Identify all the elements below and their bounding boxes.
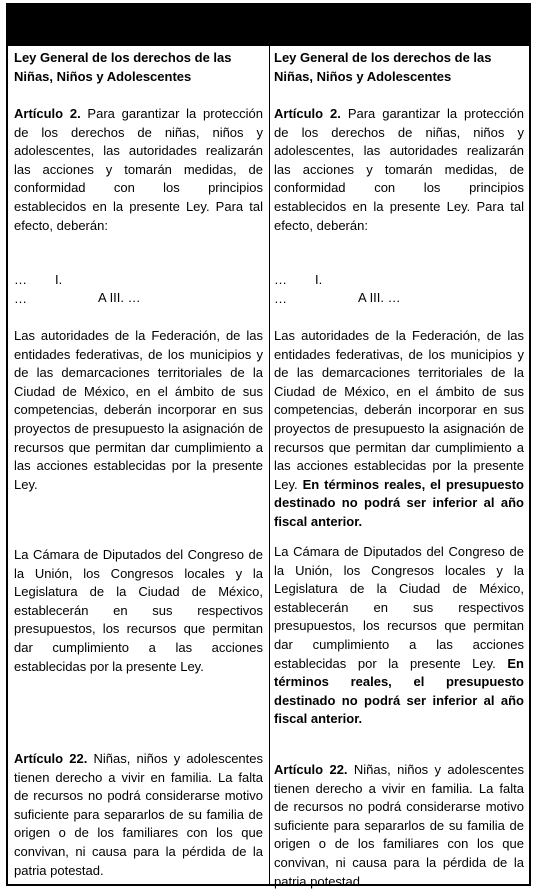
ellipsis-line: … xyxy=(14,272,27,287)
law-title: Ley General de los derechos de las Niñas, Niños y Adolescentes xyxy=(14,50,232,84)
budget-reform-addition: En términos reales, el presupuesto destinado no podrá ser inferior al año fiscal anterior. xyxy=(274,476,524,529)
law-title: Ley General de los derechos de las Niñas, Niños y Adolescentes xyxy=(274,50,492,84)
fraction-number: I. xyxy=(315,271,323,287)
chamber-deputies-text: La Cámara de Diputados del Congreso de la Unión, los Congresos locales y la Legislatura de la Ciudad de México, establecerán en sus respectivos presupuestos, los recursos que permitan dar cumplimiento a las acciones establecidas por la presente Ley. xyxy=(274,544,524,671)
article-2-paragraph xyxy=(274,105,524,235)
ellipsis-line: … xyxy=(274,272,287,287)
article-2-text: Para garantizar la protección de los derechos de niñas, niños y adolescentes, las autoridades realizarán las acciones y tomarán medidas, de conformidad con los principios establecidos en la presente Ley. Para tal efecto, deberán: xyxy=(274,106,524,233)
current-text-column xyxy=(14,46,263,884)
article-22-paragraph xyxy=(274,761,524,891)
article-22-paragraph xyxy=(14,750,263,880)
fraction-range: A III. … xyxy=(358,290,401,306)
fraction-range: A III. … xyxy=(98,290,141,306)
chamber-reform-addition: En términos reales, el presupuesto destinado no podrá ser inferior al año fiscal anterior. xyxy=(274,655,524,727)
fraction-number: I. xyxy=(55,271,63,287)
proposed-text-column xyxy=(274,46,525,889)
budget-authorities-text: Las autoridades de la Federación, de las entidades federativas, de los municipios y de las demarcaciones territoriales de la Ciudad de México, en el ámbito de sus competencias, deberán incorporar en sus proyectos de presupuesto la asignación de recursos que permitan dar cumplimiento a las acciones establecidas por la presente Ley. xyxy=(274,328,524,492)
article-22-text: Niñas, niños y adolescentes tienen derecho a vivir en familia. La falta de recursos no podrá considerarse motivo suficiente para separarlos de su familia de origen o de los familiares con los que convivan, ni causa para la pérdida de la patria potestad. xyxy=(274,762,525,889)
chamber-deputies-paragraph: La Cámara de Diputados del Congreso de la Unión, los Congresos locales y la Legislatura de la Ciudad de México, establecerán en sus respectivos presupuestos, los recursos que permitan dar cumplimiento a las acciones establecidas por la presente Ley. xyxy=(14,547,263,674)
article-2-label: Artículo 2. xyxy=(14,106,81,121)
budget-authorities-paragraph xyxy=(274,327,524,532)
article-2-label: Artículo 2. xyxy=(274,106,341,121)
article-22-label: Artículo 22. xyxy=(14,751,88,766)
article-2-text: Para garantizar la protección de los derechos de niñas, niños y adolescentes, las autoridades realizarán las acciones y tomarán medidas, de conformidad con los principios establecidos en la presente Ley. Para tal efecto, deberán: xyxy=(14,106,263,233)
article-22-text: Niñas, niños y adolescentes tienen derecho a vivir en familia. La falta de recursos no podrá considerarse motivo suficiente para separarlos de su familia de origen o de los familiares con los que convivan, ni causa para la pérdida de la patria potestad. xyxy=(14,751,264,878)
comparison-table xyxy=(6,3,531,889)
article-22-label: Artículo 22. xyxy=(274,762,348,777)
ellipsis-line: … xyxy=(274,291,287,306)
chamber-deputies-paragraph xyxy=(274,543,524,729)
table-header-bar xyxy=(8,5,529,46)
budget-authorities-paragraph: Las autoridades de la Federación, de las entidades federativas, de los municipios y de las demarcaciones territoriales de la Ciudad de México, en el ámbito de sus competencias, deberán incorporar en sus proyectos de presupuesto la asignación de recursos que permitan dar cumplimiento a las acciones establecidas por la presente Ley. xyxy=(14,328,263,492)
article-2-paragraph xyxy=(14,105,263,235)
ellipsis-line: … xyxy=(14,291,27,306)
column-divider xyxy=(269,46,270,884)
